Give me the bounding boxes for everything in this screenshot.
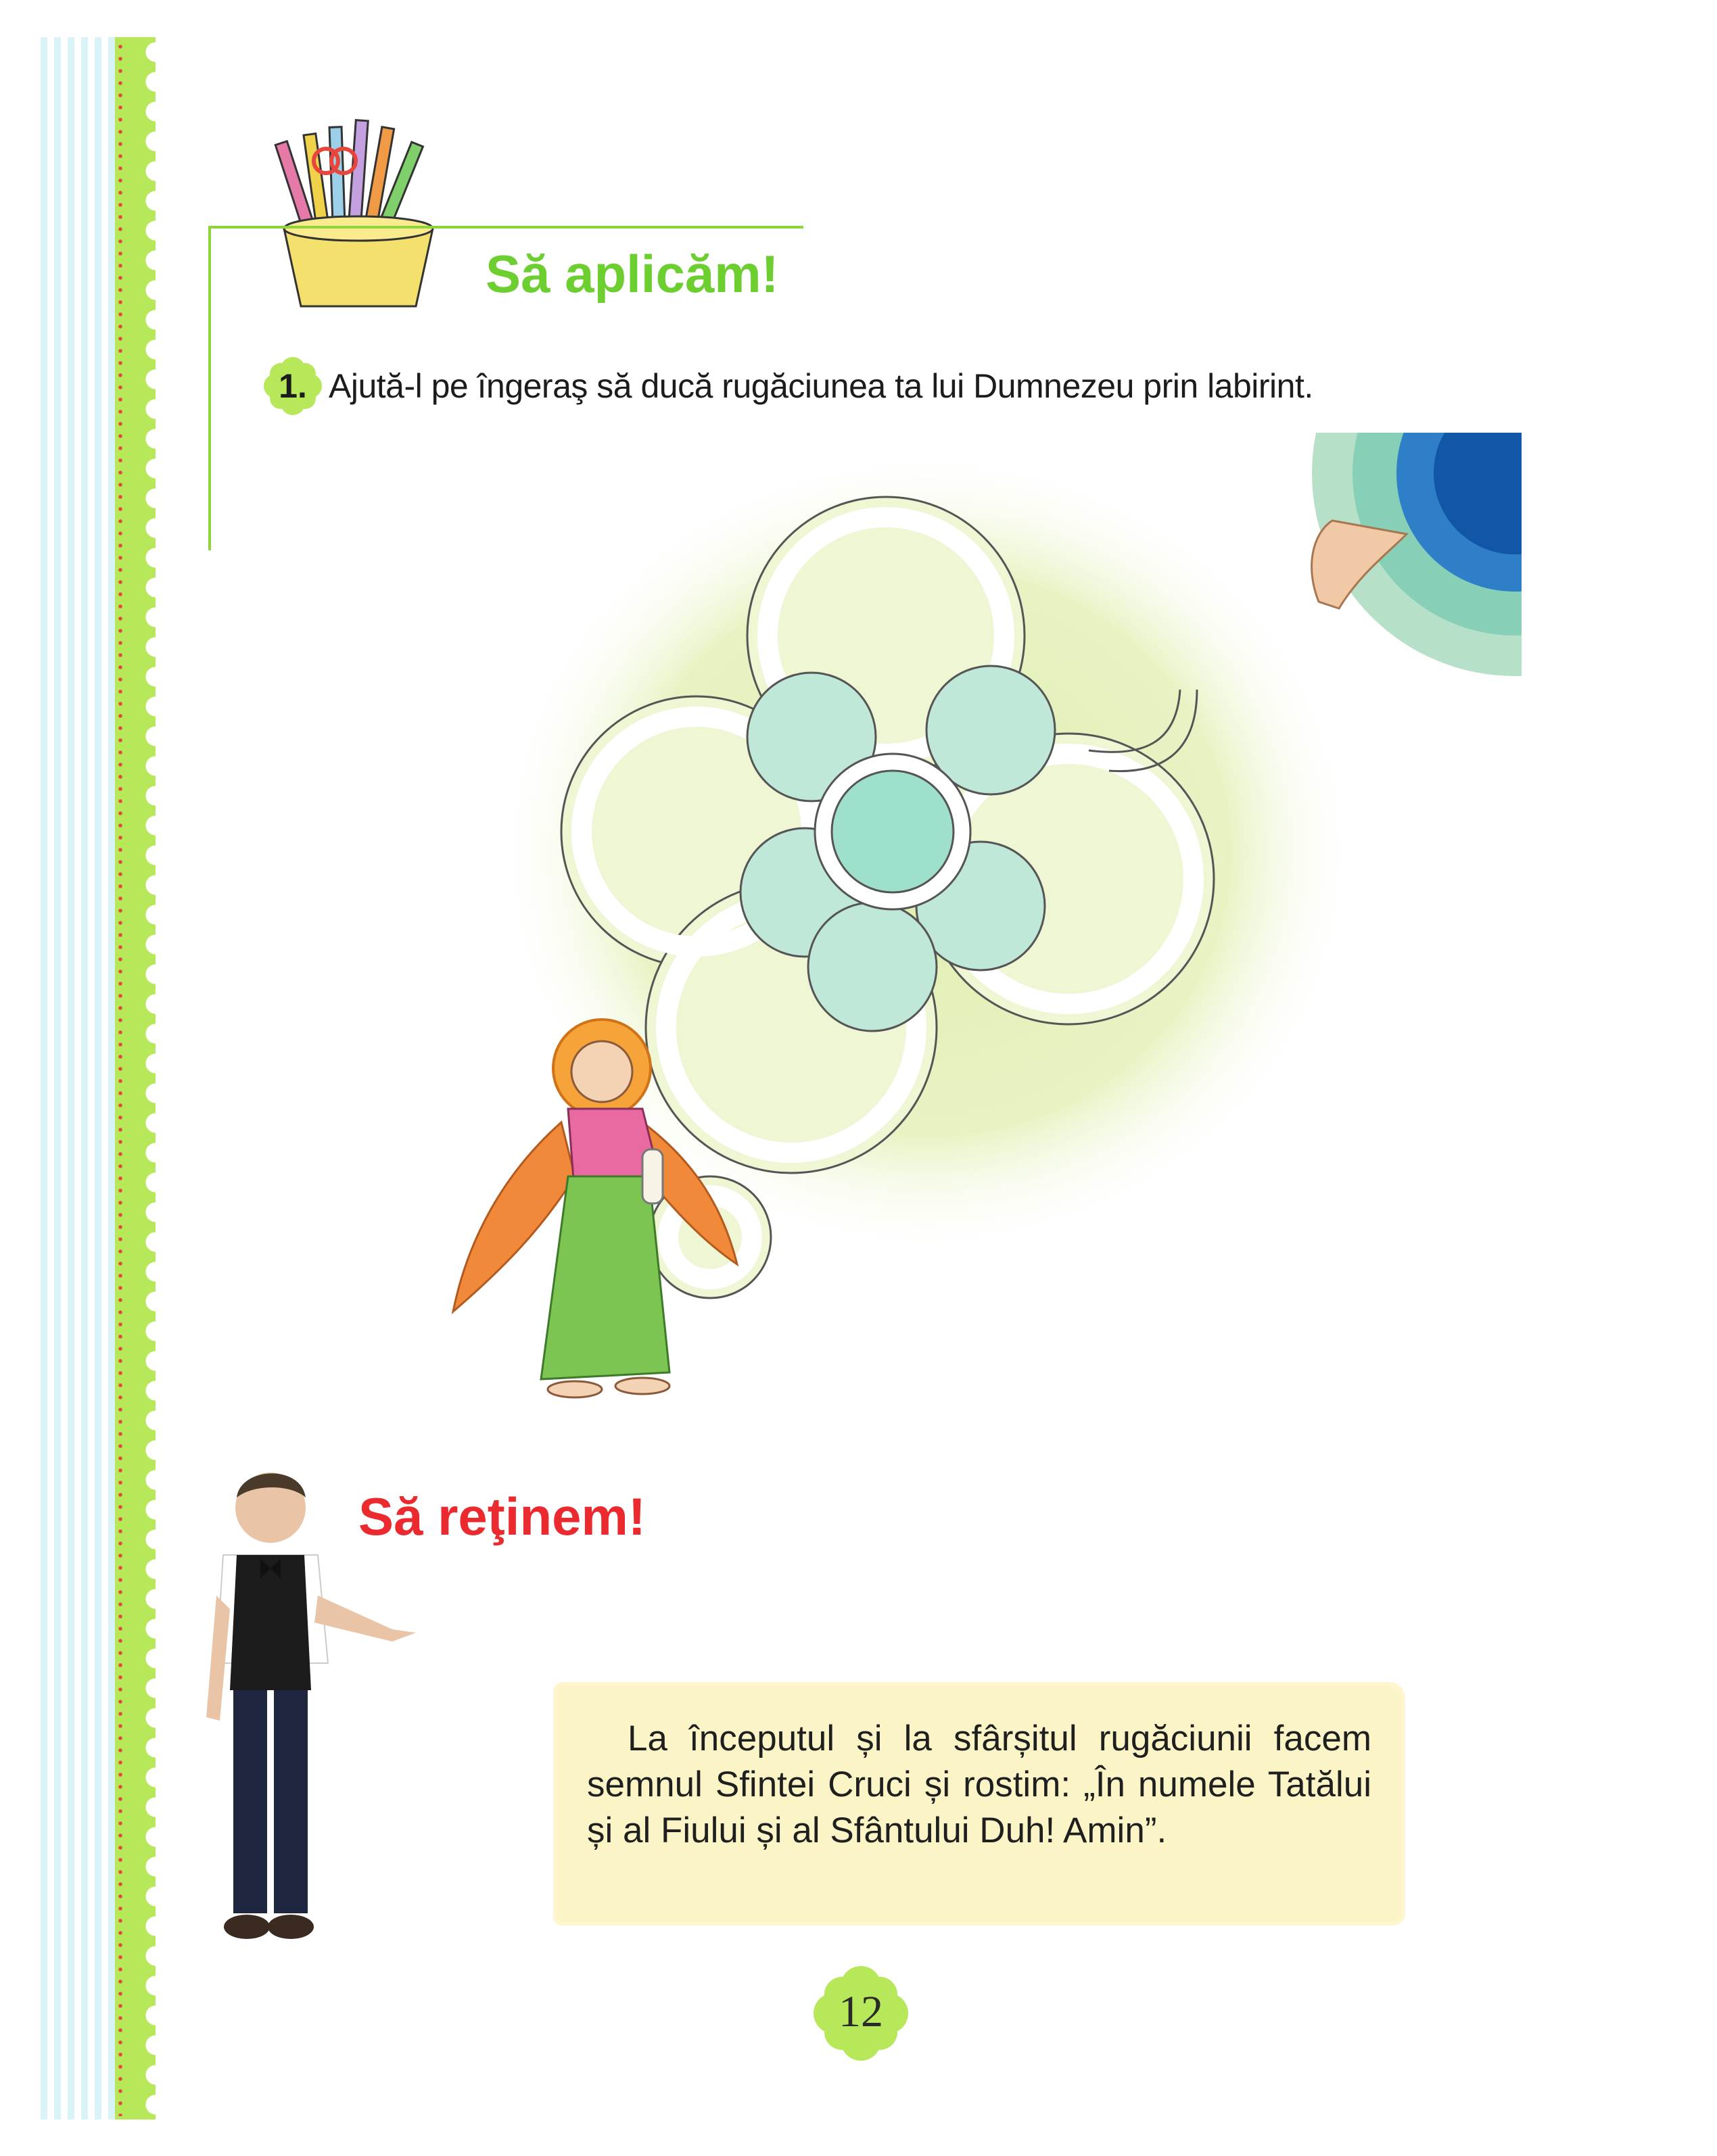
exercise-number: 1. — [279, 367, 307, 405]
remember-note-text: La începutul și la sfârșitul rugăciunii facem semnul Sfintei Cruci și rostim: „În numele Tatălui și al Fiului și al Sfântului Duh! Amin”. — [587, 1719, 1371, 1850]
flower-badge-icon — [264, 357, 322, 415]
page-number-badge — [810, 1966, 912, 2061]
hand-of-god-illustration — [1312, 433, 1522, 676]
pencil-cup-icon — [264, 114, 453, 316]
maze-illustration — [440, 433, 1522, 1447]
exercise-1 — [264, 357, 1313, 415]
section-title-remember: Să reţinem! — [358, 1487, 646, 1546]
left-stripes-decoration — [41, 37, 115, 2119]
section-title-apply: Să aplicăm! — [486, 244, 779, 304]
apply-frame-left — [208, 226, 211, 550]
page-number: 12 — [839, 1987, 883, 2036]
apply-frame-top — [208, 226, 803, 229]
exercise-instruction: Ajută-l pe îngeraş să ducă rugăciunea ta lui Dumnezeu prin labirint. — [329, 367, 1313, 405]
left-dotted-line — [118, 41, 122, 2116]
